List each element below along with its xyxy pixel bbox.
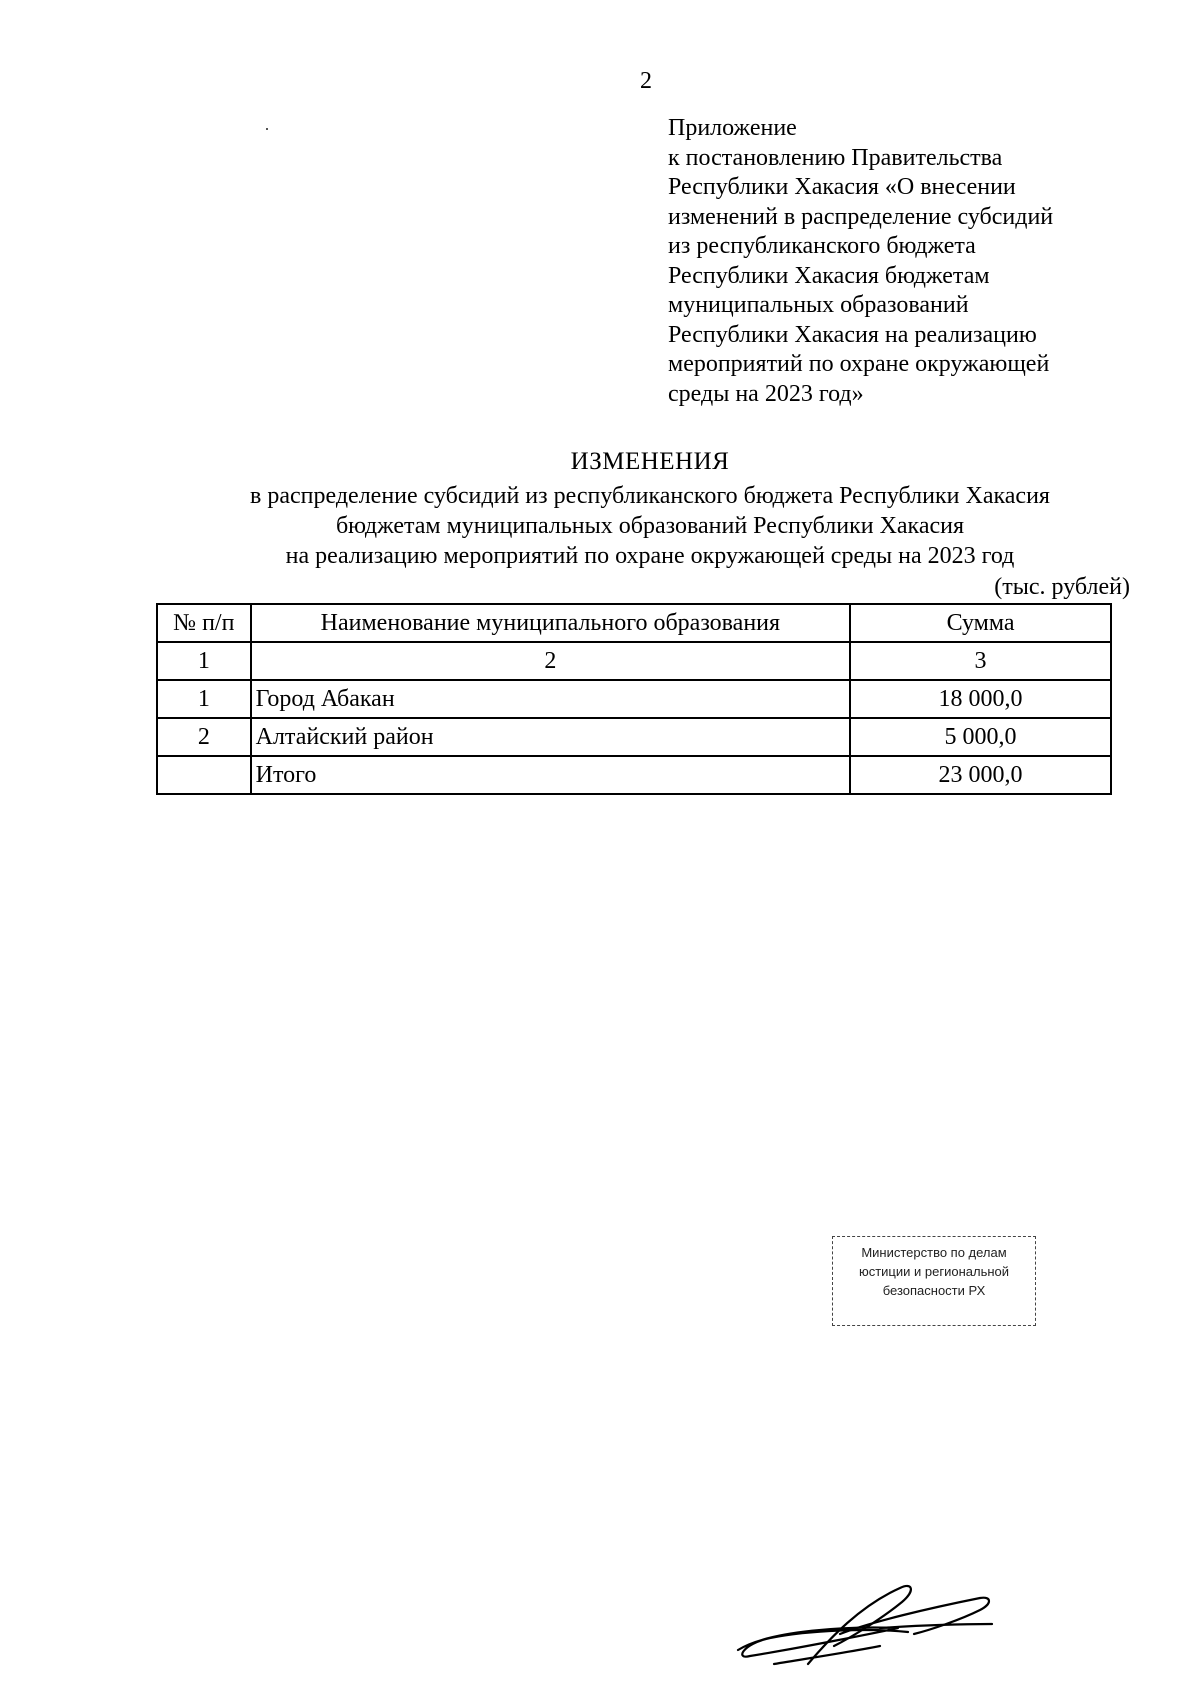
- row-municipality: Город Абакан: [251, 680, 850, 718]
- annex-line: Республики Хакасия на реализацию: [668, 321, 1037, 348]
- header-municipality: Наименование муниципального образования: [251, 604, 850, 642]
- total-number: [157, 756, 251, 794]
- distribution-table: [156, 603, 1112, 795]
- column-number: 1: [157, 642, 251, 680]
- row-number: 1: [157, 680, 251, 718]
- document-title: ИЗМЕНЕНИЯ: [570, 448, 730, 475]
- annex-block: [668, 114, 1168, 409]
- annex-line: Приложение: [668, 115, 797, 141]
- column-number-row: [157, 642, 1111, 680]
- stamp-line: безопасности РХ: [882, 1283, 986, 1298]
- subtitle-line: бюджетам муниципальных образований Республики Хакасия: [335, 513, 965, 539]
- total-sum: 23 000,0: [850, 756, 1111, 794]
- annex-line: из республиканского бюджета: [668, 233, 976, 259]
- ministry-stamp: [832, 1236, 1036, 1326]
- table-header-row: [157, 604, 1111, 642]
- table-row: [157, 680, 1111, 718]
- column-number: 2: [251, 642, 850, 680]
- row-sum: 18 000,0: [850, 680, 1111, 718]
- table-row: [157, 718, 1111, 756]
- subtitle-line: на реализацию мероприятий по охране окружающей среды на 2023 год: [285, 543, 1015, 569]
- signature-image: [730, 1568, 1010, 1678]
- annex-line: муниципальных образований: [668, 292, 969, 318]
- scan-speck: [266, 128, 268, 130]
- row-sum: 5 000,0: [850, 718, 1111, 756]
- annex-line: Республики Хакасия бюджетам: [668, 262, 990, 289]
- annex-line: Республики Хакасия «О внесении: [668, 174, 1016, 200]
- annex-line: мероприятий по охране окружающей: [668, 351, 1050, 377]
- total-label: Итого: [251, 756, 850, 794]
- page-number: 2: [640, 68, 652, 94]
- document-subtitle: [0, 481, 1200, 571]
- subtitle-line: в распределение субсидий из республиканского бюджета Республики Хакасия: [250, 483, 1050, 509]
- annex-line: к постановлению Правительства: [668, 144, 1003, 171]
- row-municipality: Алтайский район: [251, 718, 850, 756]
- stamp-line: юстиции и региональной: [858, 1264, 1010, 1279]
- header-number: № п/п: [157, 604, 251, 642]
- column-number: 3: [850, 642, 1111, 680]
- unit-label: (тыс. рублей): [994, 574, 1130, 600]
- total-row: [157, 756, 1111, 794]
- row-number: 2: [157, 718, 251, 756]
- annex-line: среды на 2023 год»: [668, 380, 864, 407]
- header-sum: Сумма: [850, 604, 1111, 642]
- annex-line: изменений в распределение субсидий: [668, 203, 1054, 230]
- stamp-line: Министерство по делам: [861, 1245, 1007, 1260]
